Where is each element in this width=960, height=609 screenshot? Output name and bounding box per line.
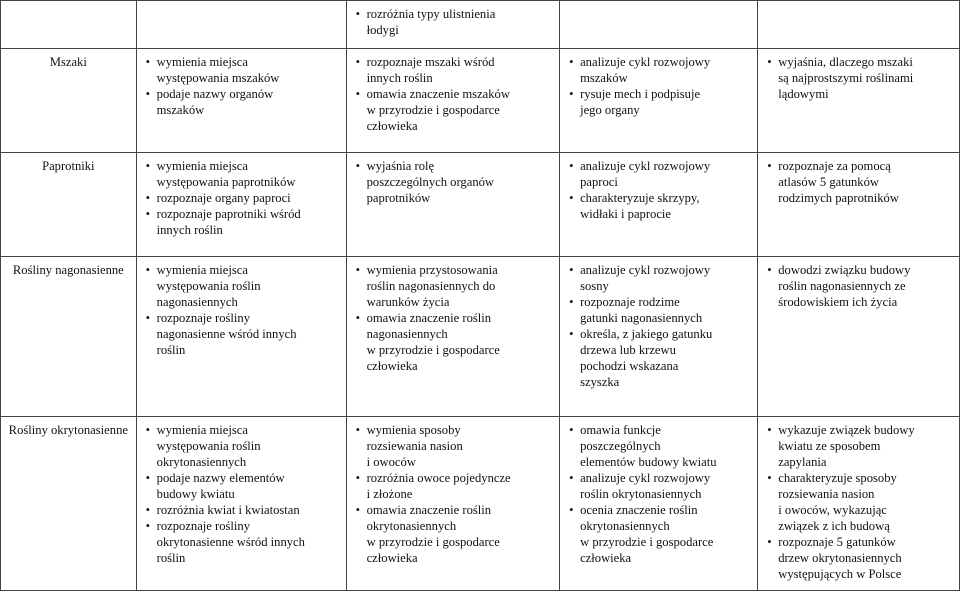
table-row xyxy=(1,153,960,257)
item-text: rodzimych paprotników xyxy=(778,191,899,205)
bullet-icon: • xyxy=(355,311,361,325)
item-text: rozpoznaje mszaki wśród xyxy=(366,55,495,69)
item-text: w przyrodzie i gospodarce xyxy=(366,343,500,357)
requirements-cell xyxy=(346,153,560,257)
bullet-icon: • xyxy=(569,503,574,517)
item-text: rozpoznaje rodzime xyxy=(580,295,680,309)
requirements-cell xyxy=(346,49,560,153)
list-item xyxy=(564,502,751,566)
item-text: związek z ich budową xyxy=(778,519,890,533)
table-row xyxy=(1,417,960,591)
item-text: szyszka xyxy=(580,375,620,389)
requirements-list xyxy=(560,49,757,118)
section-title: Paprotniki xyxy=(42,159,95,173)
item-text: kwiatu ze sposobem xyxy=(778,439,881,453)
list-item xyxy=(141,262,340,310)
bullet-icon: • xyxy=(569,295,574,309)
item-text: w przyrodzie i gospodarce xyxy=(366,103,500,117)
item-text: występujących w Polsce xyxy=(778,567,902,581)
list-item xyxy=(141,518,340,566)
requirements-list xyxy=(137,153,346,238)
list-item xyxy=(351,502,554,566)
bullet-icon: • xyxy=(767,159,772,173)
item-text: elementów budowy kwiatu xyxy=(580,455,717,469)
bullet-icon: • xyxy=(767,471,772,485)
item-text: rozpoznaje 5 gatunków xyxy=(778,535,896,549)
list-item xyxy=(141,310,340,358)
item-text: wymienia przystosowania xyxy=(366,263,498,277)
item-text: okrytonasiennych xyxy=(580,519,670,533)
item-text: rozpoznaje za pomocą xyxy=(778,159,891,173)
requirements-cell xyxy=(346,417,560,591)
item-text: okrytonasiennych xyxy=(366,519,457,533)
item-text: budowy kwiatu xyxy=(156,487,235,501)
requirements-list xyxy=(137,417,346,566)
item-text: występowania mszaków xyxy=(156,71,280,85)
bullet-icon: • xyxy=(767,423,772,437)
list-item xyxy=(351,86,554,134)
bullet-icon: • xyxy=(569,55,574,69)
item-text: podaje nazwy elementów xyxy=(156,471,285,485)
bullet-icon: • xyxy=(355,159,361,173)
item-text: rozróżnia typy ulistnienia xyxy=(366,7,496,21)
item-text: występowania roślin xyxy=(156,439,261,453)
item-text: pochodzi wskazana xyxy=(580,359,679,373)
item-text: nagonasiennych xyxy=(156,295,238,309)
item-text: nagonasiennych xyxy=(366,327,448,341)
bullet-icon: • xyxy=(145,519,151,533)
requirements-cell xyxy=(560,257,758,417)
requirements-list xyxy=(347,257,560,374)
list-item xyxy=(141,54,340,86)
section-title: Rośliny okrytonasienne xyxy=(8,423,128,437)
list-item xyxy=(351,470,554,502)
bullet-icon: • xyxy=(145,471,151,485)
bullet-icon: • xyxy=(145,503,151,517)
requirements-cell xyxy=(136,417,346,591)
requirements-list xyxy=(758,49,959,102)
requirements-cell xyxy=(758,49,960,153)
item-text: wymienia miejsca xyxy=(156,263,248,277)
item-text: widłaki i paprocie xyxy=(580,207,672,221)
bullet-icon: • xyxy=(145,207,151,221)
item-text: roślin xyxy=(156,551,186,565)
item-text: wymienia miejsca xyxy=(156,159,248,173)
item-text: człowieka xyxy=(366,551,418,565)
item-text: człowieka xyxy=(580,551,632,565)
item-text: rozpoznaje organy paproci xyxy=(156,191,291,205)
bullet-icon: • xyxy=(145,423,151,437)
list-item xyxy=(564,326,751,390)
requirements-cell xyxy=(560,1,758,49)
bullet-icon: • xyxy=(145,263,151,277)
list-item xyxy=(351,54,554,86)
requirements-cell xyxy=(758,417,960,591)
item-text: analizuje cykl rozwojowy xyxy=(580,471,711,485)
bullet-icon: • xyxy=(569,423,574,437)
list-item xyxy=(351,310,554,374)
item-text: rozróżnia owoce pojedyncze xyxy=(366,471,511,485)
item-text: analizuje cykl rozwojowy xyxy=(580,263,711,277)
bullet-icon: • xyxy=(355,55,361,69)
requirements-list xyxy=(758,257,959,310)
list-item xyxy=(564,422,751,470)
list-item xyxy=(564,190,751,222)
item-text: rozsiewania nasion xyxy=(366,439,463,453)
item-text: mszaków xyxy=(580,71,628,85)
list-item xyxy=(762,470,953,534)
bullet-icon: • xyxy=(145,159,151,173)
item-text: rozpoznaje rośliny xyxy=(156,519,251,533)
item-text: wyjaśnia rolę xyxy=(366,159,435,173)
item-text: zapylania xyxy=(778,455,827,469)
list-item xyxy=(351,262,554,310)
item-text: omawia znaczenie roślin xyxy=(366,503,492,517)
list-item xyxy=(141,502,340,518)
bullet-icon: • xyxy=(767,535,772,549)
item-text: paprotników xyxy=(366,191,431,205)
requirements-cell xyxy=(136,1,346,49)
list-item: • rozróżnia typy ulistnienia łodygi xyxy=(355,7,496,37)
item-text: rozróżnia kwiat i kwiatostan xyxy=(156,503,300,517)
section-title: Rośliny nagonasienne xyxy=(12,263,124,277)
bullet-icon: • xyxy=(569,191,574,205)
requirements-list xyxy=(347,417,560,566)
item-text: rozsiewania nasion xyxy=(778,487,875,501)
item-text: człowieka xyxy=(366,119,418,133)
item-text: paproci xyxy=(580,175,618,189)
requirements-list xyxy=(347,153,560,206)
list-item xyxy=(564,470,751,502)
bullet-icon: • xyxy=(569,327,574,341)
item-text: innych roślin xyxy=(156,223,223,237)
item-text: środowiskiem ich życia xyxy=(778,295,898,309)
item-text: wymienia miejsca xyxy=(156,423,248,437)
bullet-icon: • xyxy=(569,471,574,485)
table-row xyxy=(1,49,960,153)
requirements-cell xyxy=(560,417,758,591)
item-text: drzewa lub krzewu xyxy=(580,343,676,357)
item-text: drzew okrytonasiennych xyxy=(778,551,902,565)
item-text: nagonasienne wśród innych xyxy=(156,327,297,341)
item-text: wymienia sposoby xyxy=(366,423,461,437)
requirements-cell xyxy=(136,153,346,257)
item-text: innych roślin xyxy=(366,71,433,85)
item-text: omawia funkcje xyxy=(580,423,661,437)
bullet-icon: • xyxy=(145,311,151,325)
bullet-icon: • xyxy=(145,191,151,205)
item-text: charakteryzuje sposoby xyxy=(778,471,897,485)
bullet-icon: • xyxy=(569,87,574,101)
item-text: roślin xyxy=(156,343,186,357)
item-text: poszczególnych xyxy=(580,439,661,453)
item-text: roślin okrytonasiennych xyxy=(580,487,702,501)
requirements-cell xyxy=(560,153,758,257)
requirements-cell xyxy=(346,257,560,417)
list-item xyxy=(762,262,953,310)
list-item xyxy=(762,158,953,206)
item-text: sosny xyxy=(580,279,609,293)
item-text: występowania paprotników xyxy=(156,175,296,189)
item-text: ocenia znaczenie roślin xyxy=(580,503,698,517)
requirements-list xyxy=(758,417,959,582)
item-text: występowania roślin xyxy=(156,279,261,293)
bullet-icon: • xyxy=(355,503,361,517)
table-row xyxy=(1,257,960,417)
section-title: Mszaki xyxy=(49,55,87,69)
section-cell xyxy=(1,49,137,153)
requirements-cell xyxy=(758,1,960,49)
list-item xyxy=(141,422,340,470)
requirements-cell xyxy=(346,1,560,49)
requirements-cell xyxy=(136,257,346,417)
list-item xyxy=(564,54,751,86)
requirements-list xyxy=(137,257,346,358)
item-text: omawia znaczenie mszaków xyxy=(366,87,510,101)
item-text: roślin nagonasiennych do xyxy=(366,279,496,293)
list-item xyxy=(141,158,340,190)
list-item xyxy=(762,534,953,582)
requirements-list xyxy=(560,257,757,390)
list-item xyxy=(564,294,751,326)
requirements-cell xyxy=(136,49,346,153)
item-text: omawia znaczenie roślin xyxy=(366,311,492,325)
requirements-list xyxy=(347,1,560,38)
item-text: poszczególnych organów xyxy=(366,175,495,189)
list-item xyxy=(762,54,953,102)
bullet-icon: • xyxy=(355,423,361,437)
bullet-icon: • xyxy=(145,87,151,101)
item-text: analizuje cykl rozwojowy xyxy=(580,55,711,69)
requirements-cell xyxy=(758,257,960,417)
list-item xyxy=(351,158,554,206)
item-text: w przyrodzie i gospodarce xyxy=(580,535,714,549)
item-text: i złożone xyxy=(366,487,413,501)
item-text: w przyrodzie i gospodarce xyxy=(366,535,500,549)
item-text: warunków życia xyxy=(366,295,450,309)
item-text: są najprostszymi roślinami xyxy=(778,71,914,85)
requirements-list xyxy=(560,153,757,222)
item-text: wykazuje związek budowy xyxy=(778,423,915,437)
requirements-cell xyxy=(758,153,960,257)
item-text: jego organy xyxy=(580,103,640,117)
section-cell xyxy=(1,257,137,417)
list-item xyxy=(564,262,751,294)
item-text: rysuje mech i podpisuje xyxy=(580,87,701,101)
list-item xyxy=(351,422,554,470)
section-cell xyxy=(1,417,137,591)
item-text: mszaków xyxy=(156,103,205,117)
requirements-cell xyxy=(560,49,758,153)
bullet-icon: • xyxy=(355,87,361,101)
bullet-icon: • xyxy=(145,55,151,69)
item-text: rozpoznaje rośliny xyxy=(156,311,251,325)
requirements-list xyxy=(347,49,560,134)
bullet-icon: • xyxy=(355,263,361,277)
bullet-icon: • xyxy=(569,263,574,277)
item-text: łodygi xyxy=(366,23,399,37)
list-item xyxy=(141,206,340,238)
item-text: wyjaśnia, dlaczego mszaki xyxy=(778,55,913,69)
list-item xyxy=(141,470,340,502)
list-item xyxy=(762,422,953,470)
bullet-icon: • xyxy=(767,263,772,277)
bullet-icon: • xyxy=(355,471,361,485)
table-row xyxy=(1,1,960,49)
item-text: charakteryzuje skrzypy, xyxy=(580,191,700,205)
bullet-icon: • xyxy=(767,55,772,69)
item-text: rozpoznaje paprotniki wśród xyxy=(156,207,301,221)
item-text: podaje nazwy organów xyxy=(156,87,274,101)
item-text: określa, z jakiego gatunku xyxy=(580,327,713,341)
item-text: dowodzi związku budowy xyxy=(778,263,911,277)
list-item xyxy=(564,86,751,118)
list-item xyxy=(141,190,340,206)
item-text: okrytonasiennych xyxy=(156,455,247,469)
item-text: atlasów 5 gatunków xyxy=(778,175,879,189)
item-text: i owoców xyxy=(366,455,416,469)
item-text: okrytonasienne wśród innych xyxy=(156,535,305,549)
item-text: gatunki nagonasiennych xyxy=(580,311,703,325)
list-item xyxy=(564,158,751,190)
bullet-icon: • xyxy=(569,159,574,173)
item-text: człowieka xyxy=(366,359,418,373)
item-text: wymienia miejsca xyxy=(156,55,248,69)
item-text: i owoców, wykazując xyxy=(778,503,887,517)
requirements-list xyxy=(560,417,757,566)
requirements-list xyxy=(758,153,959,206)
item-text: roślin nagonasiennych ze xyxy=(778,279,906,293)
list-item xyxy=(141,86,340,118)
section-cell xyxy=(1,1,137,49)
item-text: lądowymi xyxy=(778,87,829,101)
section-cell xyxy=(1,153,137,257)
requirements-list xyxy=(137,49,346,118)
item-text: analizuje cykl rozwojowy xyxy=(580,159,711,173)
